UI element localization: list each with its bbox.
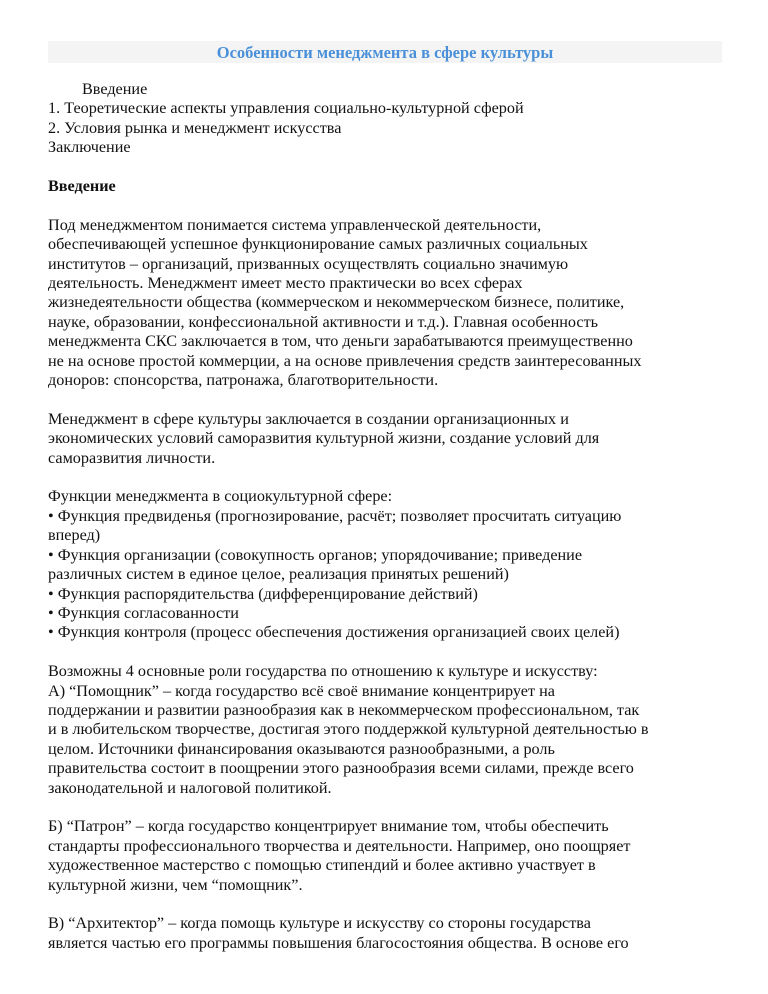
functions-list <box>48 487 738 642</box>
text-line: художественное мастерство с помощью стипендий и более активно участвует в <box>48 856 596 875</box>
functions-heading: Функции менеджмента в социокультурной сфере: <box>48 487 393 506</box>
text-line: А) “Помощник” – когда государство всё своё внимание концентрирует на <box>48 681 555 700</box>
list-item: • Функция предвиденья (прогнозирование, расчёт; позволяет просчитать ситуацию <box>48 506 622 525</box>
list-item-continuation: различных систем в единое целое, реализация принятых решений) <box>48 565 509 584</box>
text-line: является частью его программы повышения благосостояния общества. В основе его <box>48 933 629 952</box>
text-line: правительства состоит в поощрении этого разнообразия всеми силами, прежде всего <box>48 759 634 778</box>
table-of-contents <box>48 80 738 158</box>
list-item: • Функция согласованности <box>48 603 239 622</box>
paragraph-role-architect <box>48 914 738 953</box>
list-item: • Функция организации (совокупность органов; упорядочивание; приведение <box>48 545 583 564</box>
list-item: • Функция контроля (процесс обеспечения достижения организацией своих целей) <box>48 623 620 642</box>
text-line: науке, образовании, конфессиональной активности и т.д.). Главная особенность <box>48 312 599 331</box>
paragraph-management-definition <box>48 216 738 391</box>
text-line: обеспечивающей успешное функционирование самых различных социальных <box>48 235 588 254</box>
text-line: целом. Источники финансирования оказываются разнообразными, а роль <box>48 739 555 758</box>
toc-item-section-2[interactable]: 2. Условия рынка и менеджмент искусства <box>48 118 342 137</box>
text-line: поддержании и развитии разнообразия как в некоммерческом профессиональном, так <box>48 700 640 719</box>
title-bar <box>48 41 722 63</box>
text-line: институтов – организаций, призванных осуществлять социально значимую <box>48 254 569 273</box>
section-heading-intro: Введение <box>48 177 116 196</box>
paragraph-role-helper <box>48 662 738 798</box>
text-line: культурной жизни, чем “помощник”. <box>48 875 303 894</box>
document-title: Особенности менеджмента в сфере культуры <box>216 43 554 62</box>
text-line: деятельность. Менеджмент имеет место практически во всех сферах <box>48 274 523 293</box>
text-line: Менеджмент в сфере культуры заключается в создании организационных и <box>48 409 569 428</box>
text-line: менеджмента СКС заключается в том, что деньги зарабатываются преимущественно <box>48 332 633 351</box>
text-line: стандарты профессионального творчества и деятельности. Например, оно поощряет <box>48 836 631 855</box>
text-line: В) “Архитектор” – когда помощь культуре и искусству со стороны государства <box>48 914 591 933</box>
toc-item-intro[interactable]: Введение <box>82 80 148 98</box>
list-item-continuation: вперед) <box>48 526 101 545</box>
toc-item-conclusion[interactable]: Заключение <box>48 138 131 157</box>
text-line: Под менеджментом понимается система управленческой деятельности, <box>48 215 542 234</box>
text-line: Б) “Патрон” – когда государство концентрирует внимание том, чтобы обеспечить <box>48 817 609 836</box>
paragraph-role-patron <box>48 817 738 895</box>
text-line: саморазвития личности. <box>48 448 216 467</box>
text-line: и в любительском творчестве, достигая этого поддержкой культурной деятельностью в <box>48 720 649 739</box>
text-line: Возможны 4 основные роли государства по отношению к культуре и искусству: <box>48 662 598 681</box>
document-body <box>48 80 738 953</box>
text-line: доноров: спонсорства, патронажа, благотворительности. <box>48 371 439 390</box>
text-line: не на основе простой коммерции, а на основе привлечения средств заинтересованных <box>48 351 642 370</box>
text-line: жизнедеятельности общества (коммерческом и некоммерческом бизнесе, политике, <box>48 293 625 312</box>
toc-item-section-1[interactable]: 1. Теоретические аспекты управления социально-культурной сферой <box>48 99 524 118</box>
text-line: законодательной и налоговой политикой. <box>48 778 332 797</box>
list-item: • Функция распорядительства (дифференцирование действий) <box>48 584 478 603</box>
text-line: экономических условий саморазвития культурной жизни, создание условий для <box>48 429 600 448</box>
paragraph-culture-management <box>48 410 738 468</box>
